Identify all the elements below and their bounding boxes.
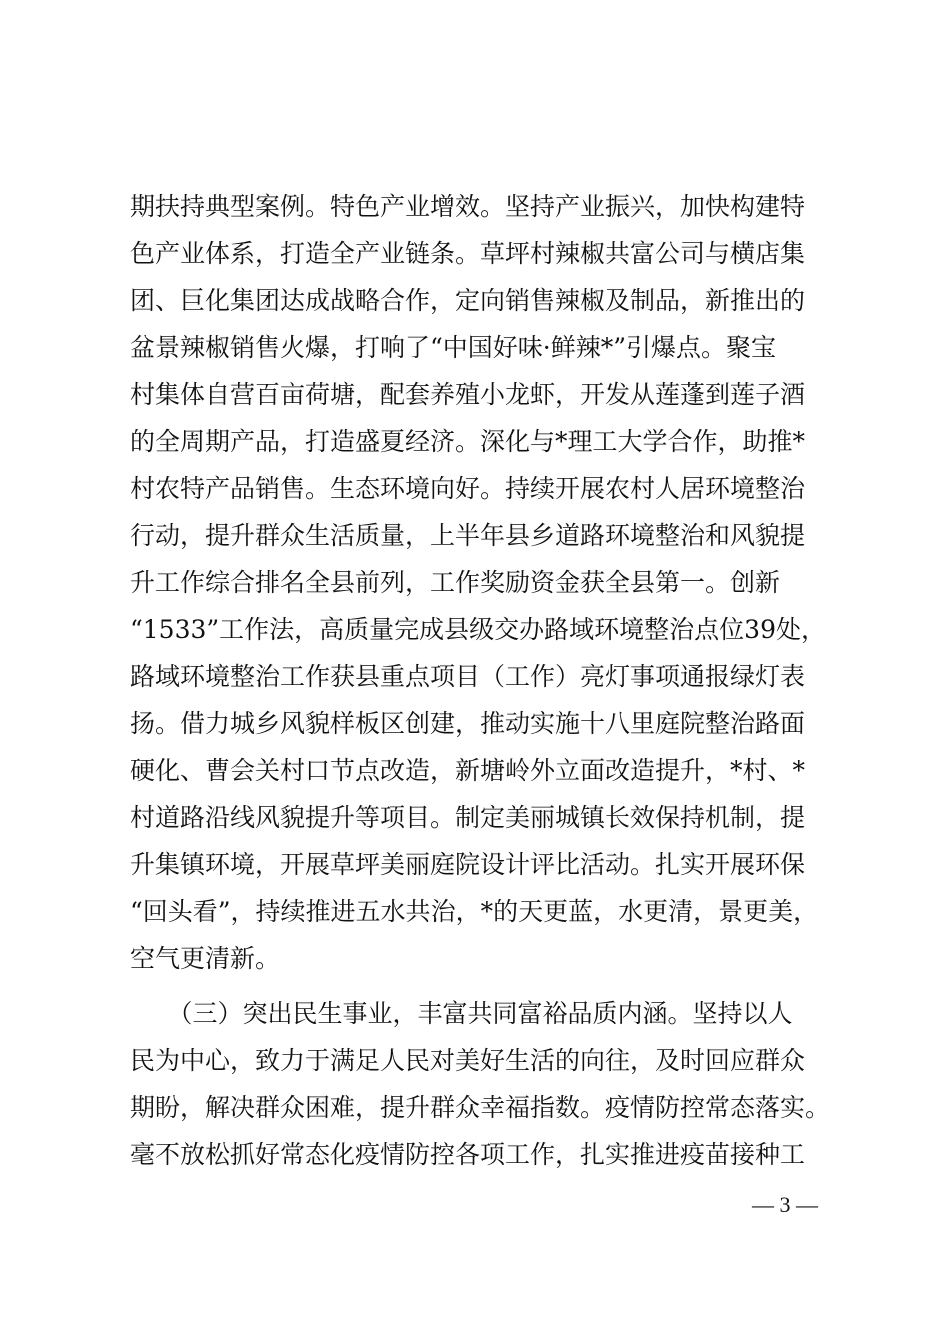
text-line: 民为中心，致力于满足人民对美好生活的向往，及时回应群众 [130,1046,806,1075]
text-line: 硬化、曹会关村口节点改造，新塘岭外立面改造提升，*村、* [130,756,806,785]
text-line: 盆景辣椒销售火爆，打响了“中国好味·鲜辣*”引爆点。聚宝 [130,333,777,362]
text-line: 升集镇环境，开展草坪美丽庭院设计评比活动。扎实开展环保 [130,850,806,879]
text-line: 期盼，解决群众困难，提升群众幸福指数。疫情防控常态落实。 [130,1093,831,1122]
text-line: 路域环境整治工作获县重点项目（工作）亮灯事项通报绿灯表 [130,662,806,691]
text-line: 升工作综合排名全县前列，工作奖励资金获全县第一。创新 [130,568,781,597]
text-line: 空气更清新。 [130,944,281,973]
text-line: “1533”工作法，高质量完成县级交办路域环境整治点位39处， [130,615,826,644]
text-line: 的全周期产品，打造盛夏经济。深化与*理工大学合作，助推* [130,427,806,456]
text-line: 毫不放松抓好常态化疫情防控各项工作，扎实推进疫苗接种工 [130,1140,806,1169]
text-line: 村集体自营百亩荷塘，配套养殖小龙虾，开发从莲蓬到莲子酒 [130,380,806,409]
text-line: 期扶持典型案例。特色产业增效。坚持产业振兴，加快构建特 [130,192,806,221]
text-line: 色产业体系，打造全产业链条。草坪村辣椒共富公司与横店集 [130,239,806,268]
body-text [130,183,830,1178]
text-line: 村农特产品销售。生态环境向好。持续开展农村人居环境整治 [130,474,806,503]
paragraph-gap [130,982,830,990]
text-line: 行动，提升群众生活质量，上半年县乡道路环境整治和风貌提 [130,521,806,550]
section-heading-line: （三）突出民生事业，丰富共同富裕品质内涵。坚持以人 [130,999,793,1028]
text-line: 村道路沿线风貌提升等项目。制定美丽城镇长效保持机制，提 [130,803,806,832]
text-line: 团、巨化集团达成战略合作，定向销售辣椒及制品，新推出的 [130,286,806,315]
text-line: “回头看”，持续推进五水共治，*的天更蓝，水更清，景更美， [130,897,819,926]
page-number: — 3 — [752,1192,818,1217]
text-line: 扬。借力城乡风貌样板区创建，推动实施十八里庭院整治路面 [130,709,806,738]
